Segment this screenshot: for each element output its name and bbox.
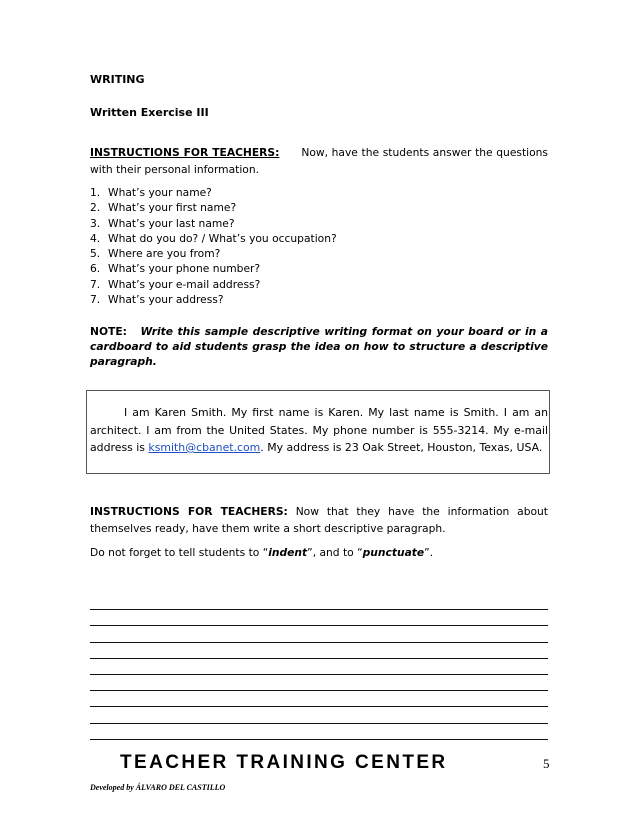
writing-line (90, 707, 548, 723)
list-item: 7. What’s your address? (90, 293, 224, 307)
question-list (90, 185, 337, 307)
list-item: 7. What’s your e-mail address? (90, 277, 261, 291)
list-item: 6. What’s your phone number? (90, 262, 261, 276)
instructions-label: INSTRUCTIONS FOR TEACHERS: (90, 505, 288, 518)
indent-keyword: indent (268, 546, 308, 559)
list-item: 3. What’s your last name? (90, 216, 235, 230)
writing-line (90, 610, 548, 626)
writing-line (90, 594, 548, 610)
teacher-instructions-1 (90, 144, 548, 178)
section-title: WRITING (90, 73, 145, 86)
writing-line (90, 691, 548, 707)
writing-lines (90, 594, 548, 740)
writing-line (90, 643, 548, 659)
writing-line (90, 724, 548, 740)
note-paragraph (90, 324, 548, 369)
writing-line (90, 626, 548, 642)
list-item: 2. What’s your first name? (90, 201, 237, 215)
note-text: Write this sample descriptive writing format on your board or in a cardboard to aid students grasp the idea on how to structure a descriptive paragraph. (90, 325, 549, 368)
note-label: NOTE: (90, 325, 127, 338)
instructions-label: INSTRUCTIONS FOR TEACHERS: (90, 146, 280, 159)
instructions-text: Now, have the students answer the questions with their personal information. (90, 146, 548, 176)
writing-line (90, 659, 548, 675)
writing-line (90, 675, 548, 691)
list-item: 5. Where are you from? (90, 247, 221, 261)
email-link[interactable]: ksmith@cbanet.com (148, 441, 261, 454)
punctuate-keyword: punctuate (362, 546, 425, 559)
reminder-text: Do not forget to tell students to “indent”, and to “punctuate”. (90, 546, 434, 559)
footer-credit: Developed by ÁLVARO DEL CASTILLO (90, 783, 226, 792)
footer-center-name: TEACHER TRAINING CENTER (120, 752, 448, 773)
teacher-instructions-2 (90, 503, 548, 537)
sample-paragraph: I am Karen Smith. My first name is Karen. My last name is Smith. I am an architect. I am from the United States. My phone number is 555-3214. My e-mail address is ksmith@cbanet.com. My address is 23 Oak Street, Houston, Texas, USA. (90, 406, 548, 454)
page-number: 5 (543, 756, 550, 771)
list-item: 1. What’s your name? (90, 186, 212, 199)
instructions-text: Now that they have the information about themselves ready, have them write a short descriptive paragraph. (90, 505, 548, 535)
exercise-subtitle: Written Exercise III (90, 106, 209, 119)
list-item: 4. What do you do? / What’s you occupation? (90, 231, 337, 245)
